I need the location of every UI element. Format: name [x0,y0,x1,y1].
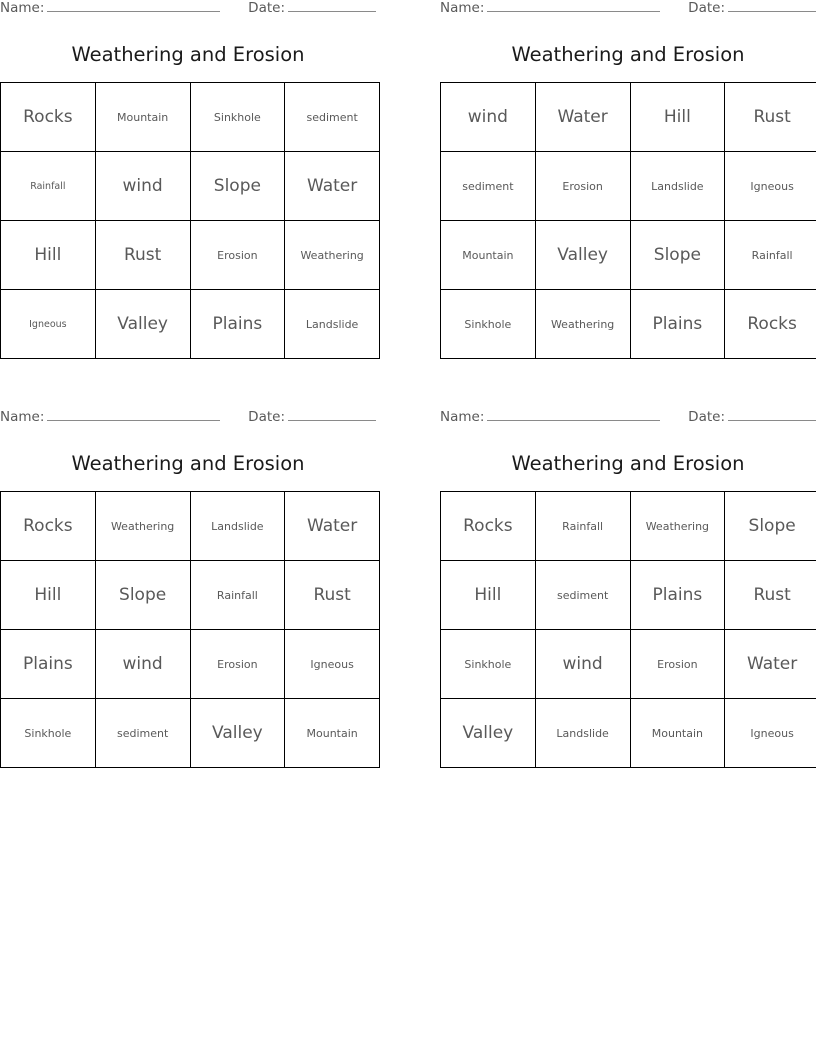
grid-cell[interactable]: Erosion [190,630,285,699]
grid-cell[interactable]: Hill [441,561,536,630]
grid-cell[interactable]: wind [95,630,190,699]
grid-cell[interactable]: Valley [535,221,630,290]
grid-cell[interactable]: Mountain [285,699,380,768]
grid-cell[interactable]: wind [95,152,190,221]
grid-cell[interactable]: Rocks [441,492,536,561]
table-row [1,83,380,152]
table-row [1,492,380,561]
word-grid [0,82,380,359]
grid-cell[interactable]: Sinkhole [1,699,96,768]
date-write-line[interactable] [728,0,816,12]
grid-cell[interactable]: Plains [1,630,96,699]
name-label: Name: [0,409,45,425]
grid-cell[interactable]: Rust [725,83,816,152]
grid-cell[interactable]: Hill [1,561,96,630]
name-write-line[interactable] [47,409,220,421]
worksheet-bottom-right [440,409,816,743]
grid-cell[interactable]: Erosion [630,630,725,699]
date-write-line[interactable] [288,0,376,12]
grid-cell[interactable]: wind [441,83,536,152]
grid-cell[interactable]: Sinkhole [441,290,536,359]
name-write-line[interactable] [47,0,220,12]
grid-cell[interactable]: Rust [95,221,190,290]
grid-cell[interactable]: Slope [95,561,190,630]
grid-cell[interactable]: Rainfall [1,152,96,221]
date-field-group [248,409,376,425]
name-date-row [440,0,816,20]
word-grid [440,491,816,768]
name-date-row [0,409,376,429]
table-row [441,492,816,561]
table-row [1,221,380,290]
name-date-row [440,409,816,429]
name-write-line[interactable] [487,409,660,421]
date-label: Date: [688,409,725,425]
grid-cell[interactable]: Erosion [535,152,630,221]
grid-cell[interactable]: sediment [535,561,630,630]
grid-cell[interactable]: Mountain [441,221,536,290]
page-title: Weathering and Erosion [71,43,305,66]
grid-cell[interactable]: Valley [441,699,536,768]
grid-cell[interactable]: Valley [95,290,190,359]
table-row [441,152,816,221]
table-row [1,152,380,221]
grid-cell[interactable]: Plains [630,290,725,359]
grid-cell[interactable]: Rust [285,561,380,630]
word-grid-body [441,492,816,768]
grid-cell[interactable]: Rocks [1,492,96,561]
name-field-group [440,0,660,16]
grid-cell[interactable]: Weathering [535,290,630,359]
grid-cell[interactable]: Mountain [95,83,190,152]
date-field-group [688,409,816,425]
name-label: Name: [0,0,45,16]
table-row [441,221,816,290]
table-row [441,561,816,630]
grid-cell[interactable]: Sinkhole [190,83,285,152]
name-field-group [0,0,220,16]
grid-cell[interactable]: Rust [725,561,816,630]
table-row [1,630,380,699]
grid-cell[interactable]: Weathering [285,221,380,290]
grid-cell[interactable]: Igneous [725,699,816,768]
date-write-line[interactable] [288,409,376,421]
date-write-line[interactable] [728,409,816,421]
grid-cell[interactable]: Igneous [1,290,96,359]
grid-cell[interactable]: Slope [725,492,816,561]
table-row [441,83,816,152]
grid-cell[interactable]: Rocks [1,83,96,152]
name-field-group [0,409,220,425]
date-field-group [688,0,816,16]
grid-cell[interactable]: Rainfall [535,492,630,561]
name-write-line[interactable] [487,0,660,12]
grid-cell[interactable]: Weathering [630,492,725,561]
word-grid-body [1,492,380,768]
word-grid [0,491,380,768]
grid-cell[interactable]: Igneous [725,152,816,221]
word-grid-body [441,83,816,359]
grid-cell[interactable]: Water [725,630,816,699]
table-row [441,699,816,768]
grid-cell[interactable]: Erosion [190,221,285,290]
grid-cell[interactable]: Landslide [630,152,725,221]
grid-cell[interactable]: Rocks [725,290,816,359]
grid-cell[interactable]: Plains [190,290,285,359]
name-date-row [0,0,376,20]
page-title: Weathering and Erosion [71,452,305,475]
worksheet-top-right [440,0,816,334]
grid-cell[interactable]: Sinkhole [441,630,536,699]
date-label: Date: [688,0,725,16]
grid-cell[interactable]: Landslide [190,492,285,561]
grid-cell[interactable]: Hill [630,83,725,152]
word-grid-body [1,83,380,359]
name-label: Name: [440,409,485,425]
grid-cell[interactable]: Water [285,152,380,221]
grid-cell[interactable]: Mountain [630,699,725,768]
grid-cell[interactable]: sediment [95,699,190,768]
table-row [1,561,380,630]
name-label: Name: [440,0,485,16]
grid-cell[interactable]: Valley [190,699,285,768]
grid-cell[interactable]: Rainfall [725,221,816,290]
grid-cell[interactable]: Plains [630,561,725,630]
worksheet-bottom-left [0,409,376,743]
worksheet-top-left [0,0,376,334]
grid-cell[interactable]: Rainfall [190,561,285,630]
grid-cell[interactable]: sediment [441,152,536,221]
grid-cell[interactable]: Landslide [285,290,380,359]
table-row [1,290,380,359]
grid-cell[interactable]: Weathering [95,492,190,561]
table-row [441,630,816,699]
table-row [441,290,816,359]
name-field-group [440,409,660,425]
grid-cell[interactable]: Igneous [285,630,380,699]
grid-cell[interactable]: Slope [190,152,285,221]
grid-cell[interactable]: Hill [1,221,96,290]
page-title: Weathering and Erosion [511,452,745,475]
grid-cell[interactable]: Slope [630,221,725,290]
table-row [1,699,380,768]
grid-cell[interactable]: sediment [285,83,380,152]
date-label: Date: [248,0,285,16]
date-field-group [248,0,376,16]
grid-cell[interactable]: Water [285,492,380,561]
grid-cell[interactable]: Landslide [535,699,630,768]
grid-cell[interactable]: Water [535,83,630,152]
date-label: Date: [248,409,285,425]
grid-cell[interactable]: wind [535,630,630,699]
word-grid [440,82,816,359]
page-title: Weathering and Erosion [511,43,745,66]
